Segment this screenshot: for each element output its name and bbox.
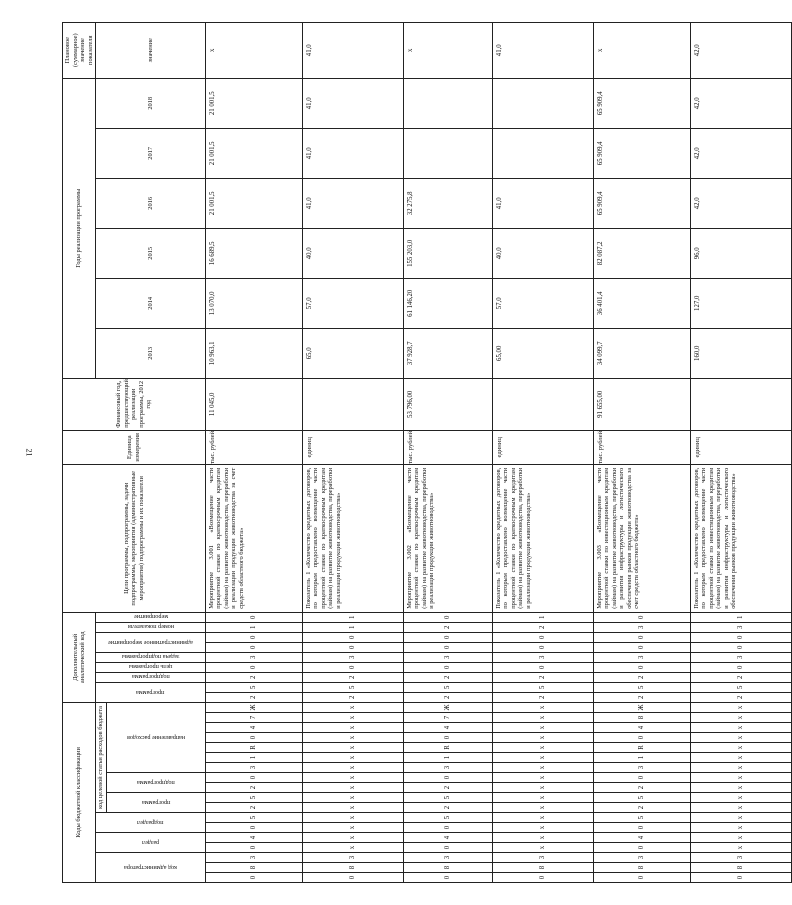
- code-digit: x: [690, 753, 791, 763]
- admin-event-header: административное мероприятие: [96, 632, 206, 652]
- code-digit: 8: [205, 863, 302, 873]
- code-digit: x: [690, 813, 791, 823]
- code-digit: x: [690, 833, 791, 843]
- code-digit: x: [690, 763, 791, 773]
- code-digit: 4: [403, 723, 492, 733]
- code-digit: 4: [205, 723, 302, 733]
- budget-table: [62, 22, 792, 883]
- code-digit: x: [690, 702, 791, 712]
- code-digit: 5: [205, 793, 302, 803]
- code-digit: x: [302, 723, 403, 733]
- code-digit: 0: [205, 773, 302, 783]
- code-digit: 0: [492, 662, 593, 672]
- code-digit: 0: [593, 823, 690, 833]
- code-digit: 5: [492, 682, 593, 692]
- value-header: значение: [96, 22, 206, 78]
- row-financial-year: 11 045,0: [205, 378, 302, 430]
- code-digit: x: [492, 783, 593, 793]
- code-digit: 3: [403, 853, 492, 863]
- row-year-value: [403, 78, 492, 128]
- row-year-value: 41,0: [302, 178, 403, 228]
- code-digit: x: [302, 743, 403, 753]
- code-digit: x: [492, 773, 593, 783]
- table-row: [302, 22, 403, 882]
- code-digit: 0: [403, 612, 492, 622]
- budget-table-sheet: [62, 23, 745, 883]
- code-digit: 0: [690, 662, 791, 672]
- code-digit: 5: [593, 682, 690, 692]
- code-digit: 1: [492, 612, 593, 622]
- code-digit: 2: [403, 803, 492, 813]
- code-digit: x: [302, 813, 403, 823]
- code-digit: 2: [205, 803, 302, 813]
- code-digit: 0: [205, 823, 302, 833]
- code-digit: 8: [593, 863, 690, 873]
- code-digit: 0: [690, 642, 791, 652]
- code-digit: 0: [302, 873, 403, 883]
- code-digit: 1: [205, 622, 302, 632]
- code-digit: x: [690, 733, 791, 743]
- code-digit: 3: [593, 853, 690, 863]
- subsection-header: подраздел: [96, 813, 206, 833]
- row-description: Мероприятие 3.001 «Возмещение части процентной ставки по краткосрочным кредитам (займам) на развитие животноводства, переработки и реализации продукции животноводства за счет средств областного бюджета»: [205, 464, 302, 612]
- code-digit: 5: [403, 793, 492, 803]
- code-digit: 2: [302, 672, 403, 682]
- row-unit: тыс. рублей: [205, 430, 302, 464]
- table-row: [205, 22, 302, 882]
- code-digit: x: [690, 773, 791, 783]
- code-digit: 0: [593, 873, 690, 883]
- row-unit: единиц: [690, 430, 791, 464]
- year-2018-header: 2018: [96, 78, 206, 128]
- row-year-value: 40,0: [492, 228, 593, 278]
- code-digit: 0: [690, 873, 791, 883]
- row-year-value: 65 909,4: [593, 78, 690, 128]
- table-row: [492, 22, 593, 882]
- row-year-value: 40,0: [302, 228, 403, 278]
- program-header: программа: [96, 682, 206, 702]
- code-digit: 2: [593, 803, 690, 813]
- code-digit: 0: [205, 662, 302, 672]
- code-digit: 2: [593, 783, 690, 793]
- code-digit: x: [302, 713, 403, 723]
- code-digit: 0: [302, 662, 403, 672]
- row-year-value: [492, 128, 593, 178]
- row-unit: единиц: [302, 430, 403, 464]
- row-description: Мероприятие 3.003 «Возмещение части процентной ставки по инвестиционным кредитам (займам) на развитие животноводства, переработки и развития инфраструктуры и логистического обеспечения рынков продукции животноводства за счет средств областного бюджета»: [593, 464, 690, 612]
- row-total: 41,0: [302, 22, 403, 78]
- code-digit: 0: [593, 642, 690, 652]
- code-digit: 0: [690, 632, 791, 642]
- code-digit: 0: [403, 642, 492, 652]
- code-digit: 1: [690, 612, 791, 622]
- code-digit: 0: [403, 733, 492, 743]
- code-digit: x: [690, 793, 791, 803]
- code-digit: 7: [205, 713, 302, 723]
- code-digit: x: [492, 713, 593, 723]
- row-total: 41,0: [492, 22, 593, 78]
- code-digit: 2: [403, 622, 492, 632]
- row-year-value: 65,0: [302, 328, 403, 378]
- code-digit: 3: [205, 763, 302, 773]
- code-digit: 1: [302, 612, 403, 622]
- code-digit: 1: [302, 622, 403, 632]
- row-description: Мероприятие 3.002 «Возмещение части процентной ставки по краткосрочным кредитам (займам) на развитие животноводства, переработки и реализации продукции животноводства»: [403, 464, 492, 612]
- code-digit: 2: [593, 692, 690, 702]
- purpose-code-header: код целевой статьи расходов бюджета: [96, 702, 107, 812]
- code-digit: x: [492, 833, 593, 843]
- indicator-header: номер показателя: [96, 622, 206, 632]
- row-unit: тыс. рублей: [403, 430, 492, 464]
- code-digit: 2: [690, 692, 791, 702]
- code-digit: 5: [403, 813, 492, 823]
- code-digit: 0: [205, 612, 302, 622]
- code-digit: Ж: [205, 702, 302, 712]
- admin-code-header: код администратора: [96, 853, 206, 883]
- code-digit: x: [492, 793, 593, 803]
- table-row: [403, 22, 492, 882]
- code-digit: 1: [205, 753, 302, 763]
- code-digit: 2: [492, 672, 593, 682]
- code-digit: 0: [593, 773, 690, 783]
- code-digit: 3: [302, 652, 403, 662]
- code-digit: 2: [403, 783, 492, 793]
- purpose-subprogram-header: подпрограмма: [106, 773, 205, 793]
- row-year-value: 65 909,4: [593, 178, 690, 228]
- row-year-value: 41,0: [302, 78, 403, 128]
- code-digit: 0: [492, 642, 593, 652]
- code-digit: x: [302, 803, 403, 813]
- row-financial-year: [492, 378, 593, 430]
- row-year-value: 32 275,8: [403, 178, 492, 228]
- code-digit: 5: [593, 793, 690, 803]
- code-digit: 3: [492, 652, 593, 662]
- row-year-value: 65,00: [492, 328, 593, 378]
- row-year-value: 57,0: [492, 278, 593, 328]
- code-digit: 1: [593, 753, 690, 763]
- code-digit: x: [492, 843, 593, 853]
- code-digit: x: [690, 743, 791, 753]
- year-2014-header: 2014: [96, 278, 206, 328]
- code-digit: x: [302, 773, 403, 783]
- row-year-value: 21 001,5: [205, 128, 302, 178]
- code-digit: 3: [205, 652, 302, 662]
- row-year-value: 34 099,7: [593, 328, 690, 378]
- code-digit: 5: [302, 682, 403, 692]
- code-digit: x: [690, 823, 791, 833]
- row-year-value: 57,0: [302, 278, 403, 328]
- row-year-value: 41,0: [302, 128, 403, 178]
- code-digit: 2: [492, 692, 593, 702]
- code-digit: R: [403, 743, 492, 753]
- year-2013-header: 2013: [96, 328, 206, 378]
- row-financial-year: 53 796,00: [403, 378, 492, 430]
- goal-text-header: Цели программы, подпрограммы, задачи подпрограммы, мероприятия (административные мероприятия) подпрограммы и их показатели: [63, 464, 206, 612]
- code-digit: 0: [492, 632, 593, 642]
- code-digit: 4: [205, 833, 302, 843]
- event-header: мероприятие: [96, 612, 206, 622]
- code-digit: 0: [593, 612, 690, 622]
- row-total: x: [593, 22, 690, 78]
- code-digit: x: [492, 723, 593, 733]
- code-digit: 0: [205, 642, 302, 652]
- code-digit: 2: [593, 672, 690, 682]
- row-year-value: 41,0: [492, 178, 593, 228]
- code-digit: x: [690, 713, 791, 723]
- years-header: Годы реализации программы: [63, 78, 96, 378]
- row-unit: тыс. рублей: [593, 430, 690, 464]
- code-digit: 4: [593, 723, 690, 733]
- code-digit: 2: [205, 783, 302, 793]
- code-digit: 0: [205, 733, 302, 743]
- code-digit: 5: [690, 682, 791, 692]
- year-2017-header: 2017: [96, 128, 206, 178]
- code-digit: 5: [403, 682, 492, 692]
- code-digit: 0: [205, 632, 302, 642]
- code-digit: 2: [302, 692, 403, 702]
- row-financial-year: [302, 378, 403, 430]
- row-year-value: 42,0: [690, 178, 791, 228]
- code-digit: R: [593, 743, 690, 753]
- code-digit: 5: [205, 682, 302, 692]
- code-digit: 0: [403, 662, 492, 672]
- row-financial-year: [690, 378, 791, 430]
- row-unit: единиц: [492, 430, 593, 464]
- code-digit: x: [492, 813, 593, 823]
- financial-year-header: Финансовый год, предшествующий реализации программы, 2012 год: [63, 378, 206, 430]
- code-digit: 0: [205, 843, 302, 853]
- code-digit: 8: [302, 863, 403, 873]
- row-year-value: 10 963,1: [205, 328, 302, 378]
- code-digit: 0: [593, 632, 690, 642]
- code-digit: x: [492, 743, 593, 753]
- code-digit: x: [492, 823, 593, 833]
- code-digit: x: [690, 803, 791, 813]
- code-digit: 3: [690, 853, 791, 863]
- code-digit: 0: [403, 773, 492, 783]
- code-digit: 8: [403, 863, 492, 873]
- code-digit: 0: [593, 843, 690, 853]
- code-digit: 3: [690, 622, 791, 632]
- row-total: x: [403, 22, 492, 78]
- code-digit: x: [302, 823, 403, 833]
- code-digit: x: [492, 702, 593, 712]
- row-year-value: 127,0: [690, 278, 791, 328]
- row-description: Показатель 1 «Количество кредитных договоров, по которым предоставлено возмещение части процентной ставки по краткосрочным кредитам (займам) на развитие животноводства, переработки и реализации продукции животноводства»: [492, 464, 593, 612]
- task-header: задача подпрограммы: [96, 652, 206, 662]
- code-digit: x: [690, 723, 791, 733]
- row-year-value: 42,0: [690, 128, 791, 178]
- code-digit: 2: [690, 672, 791, 682]
- row-year-value: [492, 78, 593, 128]
- target-header: цель программы: [96, 662, 206, 672]
- code-digit: 7: [403, 713, 492, 723]
- row-year-value: [403, 128, 492, 178]
- code-digit: 2: [403, 672, 492, 682]
- code-digit: 3: [205, 853, 302, 863]
- purpose-direction-header: направление расходов: [106, 702, 205, 772]
- code-digit: x: [302, 753, 403, 763]
- code-digit: x: [302, 783, 403, 793]
- row-year-value: 36 401,4: [593, 278, 690, 328]
- code-digit: x: [302, 833, 403, 843]
- row-total: x: [205, 22, 302, 78]
- section-header: раздел: [96, 833, 206, 853]
- row-year-value: 61 146,20: [403, 278, 492, 328]
- code-digit: 0: [205, 873, 302, 883]
- code-digit: Ж: [403, 702, 492, 712]
- code-digit: 0: [403, 843, 492, 853]
- code-digit: x: [492, 753, 593, 763]
- code-digit: 2: [403, 692, 492, 702]
- code-digit: 3: [690, 652, 791, 662]
- code-digit: 3: [593, 622, 690, 632]
- row-year-value: 37 928,7: [403, 328, 492, 378]
- code-digit: 0: [403, 873, 492, 883]
- budget-codes-header: Коды бюджетной классификации: [63, 702, 96, 882]
- code-digit: 8: [690, 863, 791, 873]
- row-year-value: 13 070,0: [205, 278, 302, 328]
- page-number: 21: [24, 448, 34, 457]
- row-year-value: 82 087,2: [593, 228, 690, 278]
- row-year-value: 42,0: [690, 78, 791, 128]
- table-row: [593, 22, 690, 882]
- code-digit: 4: [593, 833, 690, 843]
- code-digit: x: [302, 763, 403, 773]
- code-digit: 0: [403, 632, 492, 642]
- code-digit: x: [492, 763, 593, 773]
- code-digit: 1: [403, 753, 492, 763]
- code-digit: x: [302, 793, 403, 803]
- code-digit: x: [690, 843, 791, 853]
- table-row: [690, 22, 791, 882]
- code-digit: 0: [302, 632, 403, 642]
- code-digit: 4: [403, 833, 492, 843]
- row-total: 42,0: [690, 22, 791, 78]
- final-value-header: Плановое (суммарное) значение показателя: [63, 22, 96, 78]
- code-digit: 0: [492, 873, 593, 883]
- code-digit: Ж: [593, 702, 690, 712]
- code-digit: R: [205, 743, 302, 753]
- code-digit: x: [302, 843, 403, 853]
- code-digit: 5: [205, 813, 302, 823]
- code-digit: 5: [593, 813, 690, 823]
- code-digit: 3: [492, 853, 593, 863]
- code-digit: x: [690, 783, 791, 793]
- code-digit: 3: [403, 652, 492, 662]
- code-digit: x: [492, 803, 593, 813]
- code-digit: 3: [302, 853, 403, 863]
- row-financial-year: 91 655,00: [593, 378, 690, 430]
- code-digit: 2: [205, 692, 302, 702]
- row-description: Показатель 1 «Количество кредитных договоров, по которым предоставлено возмещение части процентной ставки по краткосрочным кредитам (займам) на развитие животноводства, переработки и реализации продукции животноводства»: [302, 464, 403, 612]
- subprogram-header: подпрограмма: [96, 672, 206, 682]
- row-year-value: 21 001,5: [205, 78, 302, 128]
- row-year-value: 160,0: [690, 328, 791, 378]
- code-digit: 3: [403, 763, 492, 773]
- code-digit: 2: [492, 622, 593, 632]
- row-year-value: 155 203,0: [403, 228, 492, 278]
- row-year-value: 21 001,5: [205, 178, 302, 228]
- code-digit: 0: [403, 823, 492, 833]
- extra-codes-header: Дополнительный аналитический код: [63, 612, 96, 702]
- code-digit: x: [492, 733, 593, 743]
- code-digit: 0: [302, 642, 403, 652]
- code-digit: 2: [205, 672, 302, 682]
- code-digit: 3: [593, 763, 690, 773]
- unit-header: Единица измерения: [63, 430, 206, 464]
- purpose-program-header: программа: [106, 793, 205, 813]
- code-digit: 3: [593, 652, 690, 662]
- code-digit: 0: [593, 662, 690, 672]
- code-digit: 8: [492, 863, 593, 873]
- year-2015-header: 2015: [96, 228, 206, 278]
- code-digit: 0: [593, 733, 690, 743]
- row-description: Показатель 1 «Количество кредитных договоров, по которым предоставлено возмещение части процентной ставки по инвестиционным кредитам (займам) на развитие животноводства, переработки и развития инфраструктуры и логистического обеспечения рынков продукции животноводства»: [690, 464, 791, 612]
- code-digit: x: [302, 702, 403, 712]
- year-2016-header: 2016: [96, 178, 206, 228]
- row-year-value: 65 909,4: [593, 128, 690, 178]
- code-digit: x: [302, 733, 403, 743]
- code-digit: 8: [593, 713, 690, 723]
- row-year-value: 16 689,5: [205, 228, 302, 278]
- row-year-value: 96,0: [690, 228, 791, 278]
